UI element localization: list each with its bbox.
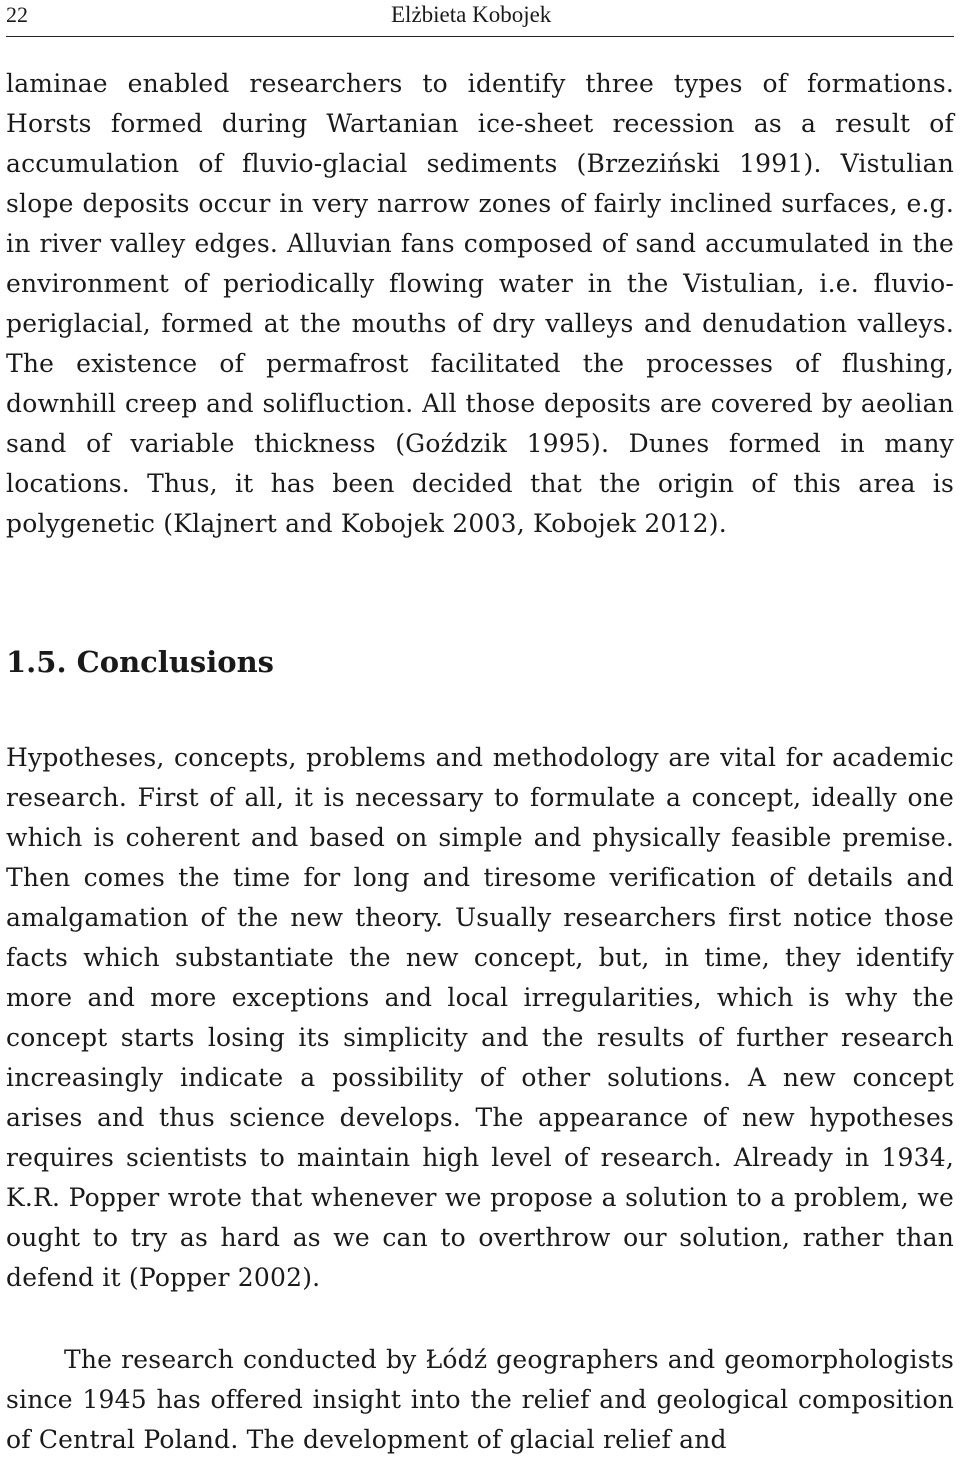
page-number: 22: [6, 2, 28, 27]
running-head-author: Elżbieta Kobojek: [391, 2, 552, 27]
body-paragraph-3: The research conducted by Łódź geographers and geomorphologists since 1945 has offered insight into the relief and geological composition of Central Poland. The development of glacial relief and: [6, 1345, 954, 1454]
body-paragraph-1: laminae enabled researchers to identify three types of formations. Horsts formed during Wartanian ice-sheet recession as a result of accumulation of fluvio-glacial sediments (Brzeziński 1991). Vistulian slope deposits occur in very narrow zones of fairly inclined surfaces, e.g. in river valley edges. Alluvian fans composed of sand accumulated in the environment of periodically flowing water in the Vistulian, i.e. fluvio-periglacial, formed at the mouths of dry valleys and denudation valleys. The existence of permafrost facilitated the processes of flushing, downhill creep and solifluction. All those deposits are covered by aeolian sand of variable thickness (Goździk 1995). Dunes formed in many locations. Thus, it has been decided that the origin of this area is polygenetic (Klajnert and Kobojek 2003, Kobojek 2012).: [6, 69, 954, 538]
running-header: [6, 0, 954, 37]
body-paragraph-2: Hypotheses, concepts, problems and methodology are vital for academic research. First of all, it is necessary to formulate a concept, ideally one which is coherent and based on simple and physically feasible premise. Then comes the time for long and tiresome verification of details and amalgamation of the new theory. Usually researchers first notice those facts which substantiate the new concept, but, in time, they identify more and more exceptions and local irregularities, which is why the concept starts losing its simplicity and the results of further research increasingly indicate a possibility of other solutions. A new concept arises and thus science develops. The appearance of new hypotheses requires scientists to maintain high level of research. Already in 1934, K.R. Popper wrote that whenever we propose a solution to a problem, we ought to try as hard as we can to overthrow our solution, rather than defend it (Popper 2002).: [6, 743, 954, 1292]
section-heading: 1.5. Conclusions: [6, 645, 275, 679]
